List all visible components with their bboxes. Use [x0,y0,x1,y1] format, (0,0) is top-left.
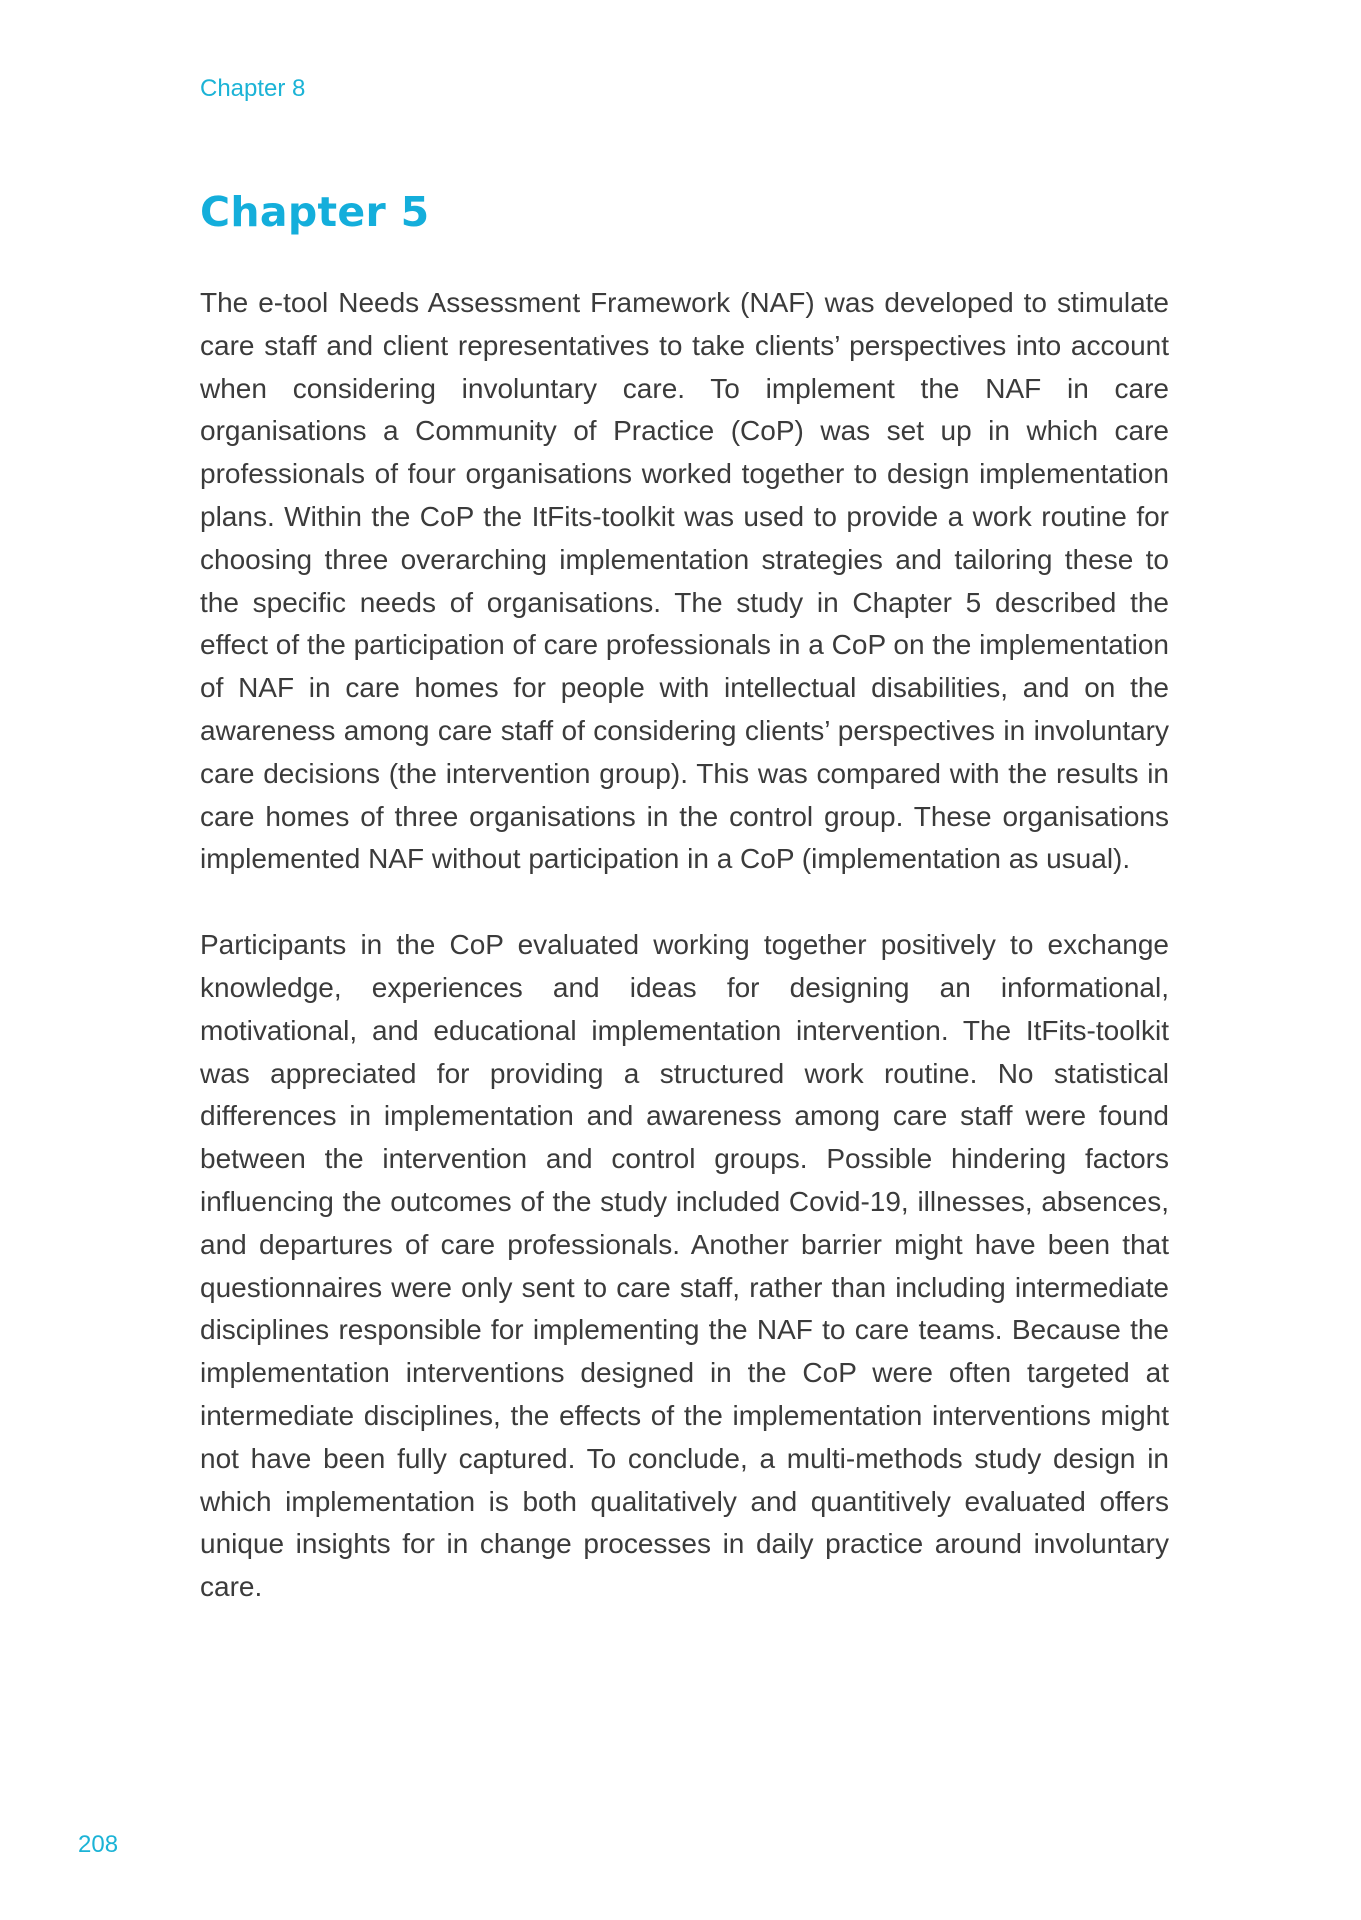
paragraph: The e-tool Needs Assessment Framework (NAF) was developed to stimulate care staff and client representatives to take clients’ perspectives into account when considering involuntary care. To implement the NAF in care organisations a Community of Practice (CoP) was set up in which care professionals of four organisations worked together to design implementation plans. Within the CoP the ItFits-toolkit was used to provide a work routine for choosing three overarching implementation strategies and tailoring these to the specific needs of organisations. The study in Chapter 5 described the effect of the participation of care professionals in a CoP on the implementation of NAF in care homes for people with intellectual disabilities, and on the awareness among care staff of considering clients’ perspectives in involuntary care decisions (the intervention group). This was compared with the results in care homes of three organisations in the control group. These organisations implemented NAF without participation in a CoP (implementation as usual). [200,287,1169,875]
page-number: 208 [78,1831,119,1858]
running-header: Chapter 8 [200,75,306,102]
section-heading: Chapter 5 [200,188,430,236]
body-text [200,282,1169,1652]
paragraph: Participants in the CoP evaluated working together positively to exchange knowledge, experiences and ideas for designing an informational, motivational, and educational implementation intervention. The ItFits-toolkit was appreciated for providing a structured work routine. No statistical differences in implementation and awareness among care staff were found between the intervention and control groups. Possible hindering factors influencing the outcomes of the study included Covid-19, illnesses, absences, and departures of care professionals. Another barrier might have been that questionnaires were only sent to care staff, rather than including intermediate disciplines responsible for implementing the NAF to care teams. Because the implementation interventions designed in the CoP were often targeted at intermediate disciplines, the effects of the implementation interventions might not have been fully captured. To conclude, a multi-methods study design in which implementation is both qualitatively and quantitively evaluated offers unique insights for in change processes in daily practice around involuntary care. [200,929,1169,1603]
